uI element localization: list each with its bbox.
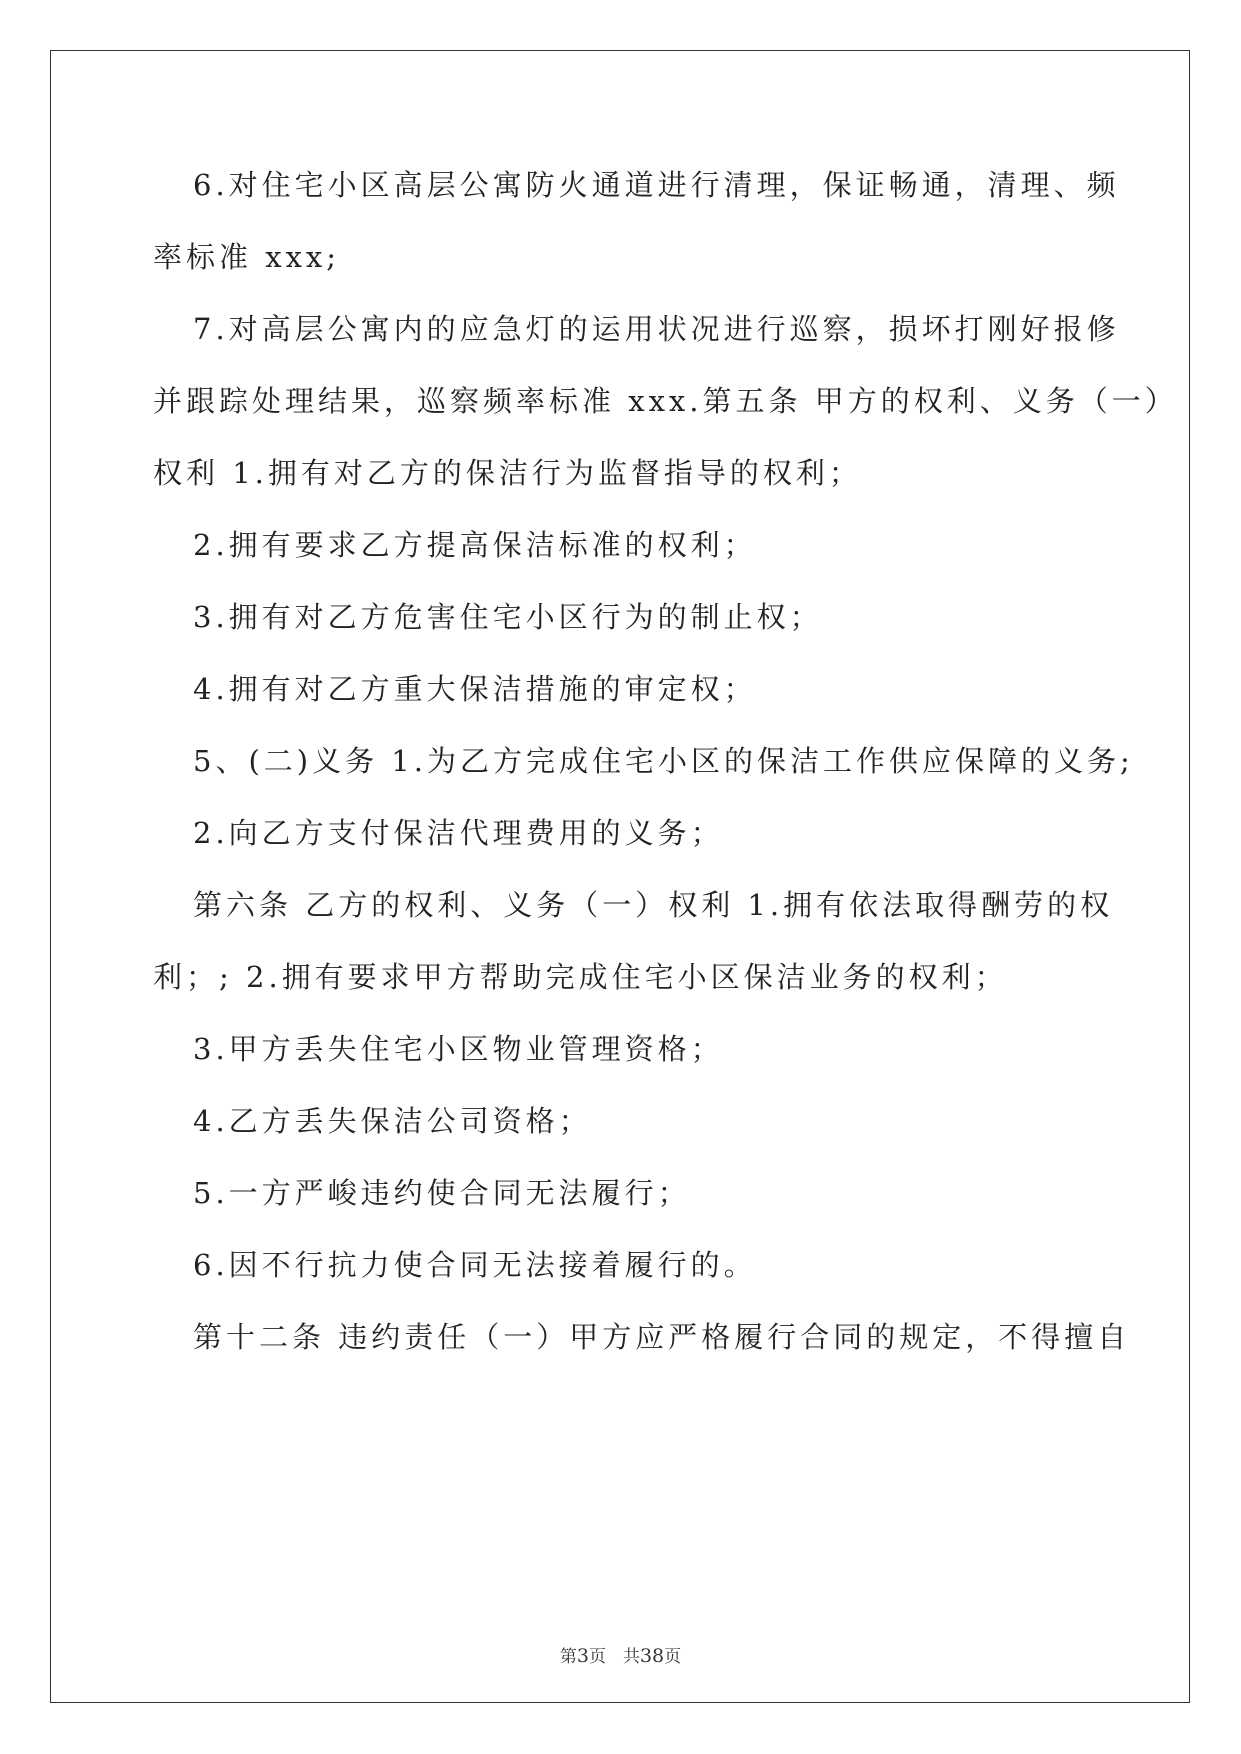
text-line: 7.对高层公寓内的应急灯的运用状况进行巡察，损坏打刚好报修 <box>193 312 1120 346</box>
text-line: 6.对住宅小区高层公寓防火通道进行清理，保证畅通，清理、频 <box>193 168 1120 202</box>
text-line: 6.因不行抗力使合同无法接着履行的。 <box>193 1248 757 1282</box>
text-line: 2.拥有要求乙方提高保洁标准的权利； <box>193 528 757 562</box>
text-line: 2.向乙方支付保洁代理费用的义务； <box>193 816 724 850</box>
text-line: 权利 1.拥有对乙方的保洁行为监督指导的权利； <box>153 456 862 490</box>
text-line: 第十二条 违约责任（一）甲方应严格履行合同的规定，不得擅自 <box>193 1320 1131 1354</box>
page-border <box>50 50 1190 1703</box>
page-suffix: 页 <box>664 1647 682 1667</box>
text-line: 3.拥有对乙方危害住宅小区行为的制止权； <box>193 600 823 634</box>
page-number: 3 <box>576 1645 589 1667</box>
page-footer <box>0 1646 1241 1667</box>
text-line: 5、(二)义务 1.为乙方完成住宅小区的保洁工作供应保障的义务; <box>193 744 1134 778</box>
text-line: 利；; 2.拥有要求甲方帮助完成住宅小区保洁业务的权利； <box>153 960 1008 994</box>
text-line: 并跟踪处理结果，巡察频率标准 xxx.第五条 甲方的权利、义务（一） <box>153 384 1178 418</box>
text-line: 5.一方严峻违约使合同无法履行； <box>193 1176 691 1210</box>
total-pages: 38 <box>639 1645 665 1667</box>
text-line: 第六条 乙方的权利、义务（一）权利 1.拥有依法取得酬劳的权 <box>193 888 1114 922</box>
page-prefix: 第 <box>559 1647 577 1667</box>
page-mid: 页 共 <box>588 1647 640 1667</box>
text-line: 3.甲方丢失住宅小区物业管理资格； <box>193 1032 724 1066</box>
text-line: 4.拥有对乙方重大保洁措施的审定权； <box>193 672 757 706</box>
text-line: 4.乙方丢失保洁公司资格； <box>193 1104 592 1138</box>
text-line: 率标准 xxx; <box>153 240 341 274</box>
